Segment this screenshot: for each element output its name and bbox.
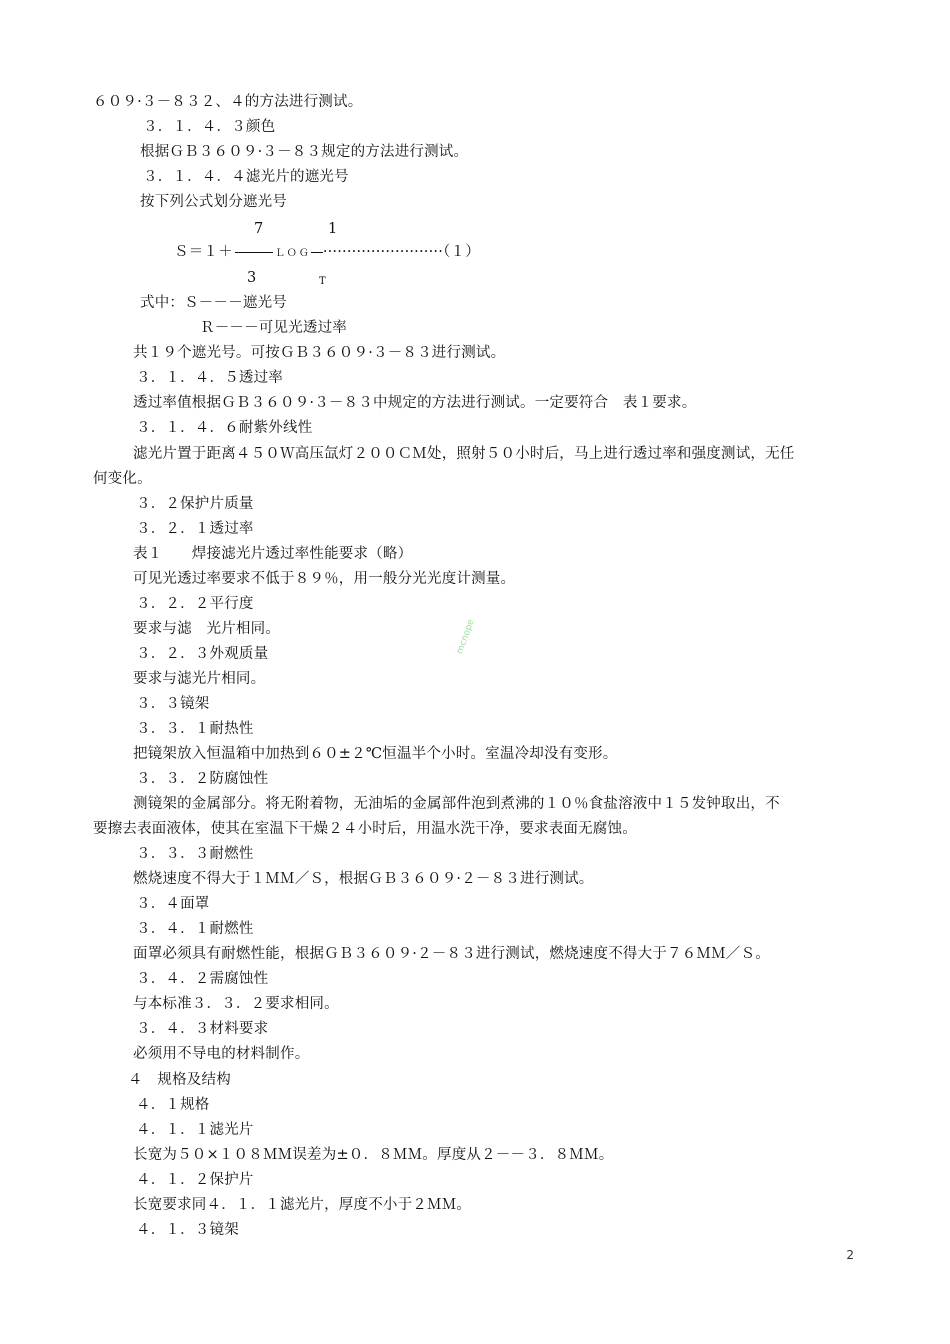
- section-heading: ３．４面罩: [136, 896, 210, 912]
- formula-numerator-7: 7: [254, 221, 264, 237]
- text-line: 按下列公式划分遮光号: [140, 194, 287, 210]
- formula-log: ＬＯＧ: [274, 248, 311, 259]
- formula-lhs: Ｓ＝１＋: [174, 244, 233, 260]
- section-heading: ３．１．４．５透过率: [136, 370, 283, 386]
- formula-denominator-t: T: [319, 276, 328, 287]
- section-heading: ３．２．３外观质量: [136, 646, 269, 662]
- text-line: 长宽要求同４．１．１滤光片，厚度不小于２ＭＭ。: [133, 1197, 472, 1213]
- watermark: mcnope: [455, 617, 477, 656]
- section-heading: ３．３．１耐热性: [136, 721, 254, 737]
- section-heading: ４．１规格: [136, 1097, 210, 1113]
- section-heading: ４．１．２保护片: [136, 1172, 254, 1188]
- chapter-heading: ４ 规格及结构: [128, 1072, 231, 1088]
- text-line: 共１９个遮光号。可按ＧＢ３６０９·３－８３进行测试。: [133, 345, 506, 361]
- text-line: 式中：Ｓ－－－遮光号: [140, 295, 287, 311]
- text-line: 长宽为５０×１０８ＭＭ误差为±０．８ＭＭ。厚度从２－－３．８ＭＭ。: [133, 1147, 614, 1163]
- section-heading: ３．２．１透过率: [136, 521, 254, 537]
- section-heading: ３．３镜架: [136, 696, 210, 712]
- text-line: 何变化。: [93, 471, 152, 487]
- text-line: 滤光片置于距离４５０Ｗ高压氙灯２００ＣＭ处，照射５０小时后，马上进行透过率和强度测试，无任: [133, 446, 795, 462]
- formula-tail: ·························（１）: [322, 244, 480, 260]
- text-line: 与本标准３．３．２要求相同。: [133, 996, 339, 1012]
- section-heading: ４．１．３镜架: [136, 1222, 239, 1238]
- text-line: 测镜架的金属部分。将无附着物，无油垢的金属部件泡到煮沸的１０％食盐溶液中１５发钟取出，不: [133, 796, 780, 812]
- text-line: 根据ＧＢ３６０９·３－８３规定的方法进行测试。: [140, 144, 469, 160]
- text-line: 透过率值根据ＧＢ３６０９·３－８３中规定的方法进行测试。一定要符合 表１要求。: [133, 395, 697, 411]
- section-heading: ３．１．４．４滤光片的遮光号: [143, 169, 349, 185]
- text-line: 可见光透过率要求不低于８９％，用一般分光光度计测量。: [133, 571, 516, 587]
- fraction-bar: [235, 252, 273, 253]
- table-caption: 表１ 焊接滤光片透过率性能要求（略）: [133, 546, 413, 562]
- formula-numerator-1: 1: [328, 221, 338, 237]
- text-line: 要求与滤光片相同。: [133, 671, 266, 687]
- fraction-bar: [311, 252, 323, 253]
- section-heading: ３．３．２防腐蚀性: [136, 771, 269, 787]
- text-line: 要擦去表面液体，使其在室温下干燥２４小时后，用温水洗干净，要求表面无腐蚀。: [93, 821, 637, 837]
- text-line: 必须用不导电的材料制作。: [133, 1046, 310, 1062]
- text-line: 要求与滤 光片相同。: [133, 621, 280, 637]
- section-heading: ３．３．３耐燃性: [136, 846, 254, 862]
- text-line: 燃烧速度不得大于１ＭＭ／Ｓ，根据ＧＢ３６０９·２－８３进行测试。: [133, 871, 594, 887]
- text-line: 把镜架放入恒温箱中加热到６０±２℃恒温半个小时。室温冷却没有变形。: [133, 746, 618, 762]
- section-heading: ３．４．３材料要求: [136, 1021, 269, 1037]
- section-heading: ３．４．２需腐蚀性: [136, 971, 269, 987]
- text-line: 面罩必须具有耐燃性能，根据ＧＢ３６０９·２－８３进行测试，燃烧速度不得大于７６ＭＭ／Ｓ。: [133, 946, 770, 962]
- section-heading: ３．１．４．３颜色: [143, 119, 276, 135]
- text-line: Ｒ－－－可见光透过率: [200, 320, 347, 336]
- section-heading: ３．１．４．６耐紫外线性: [136, 420, 313, 436]
- section-heading: ３．２．２平行度: [136, 596, 254, 612]
- text-line: ６０９·３－８３２、４的方法进行测试。: [93, 94, 363, 110]
- section-heading: ４．１．１滤光片: [136, 1122, 254, 1138]
- formula: [174, 242, 480, 264]
- page-number: 2: [846, 1248, 854, 1262]
- formula-denominator-3: 3: [247, 270, 257, 286]
- section-heading: ３．２保护片质量: [136, 496, 254, 512]
- section-heading: ３．４．１耐燃性: [136, 921, 254, 937]
